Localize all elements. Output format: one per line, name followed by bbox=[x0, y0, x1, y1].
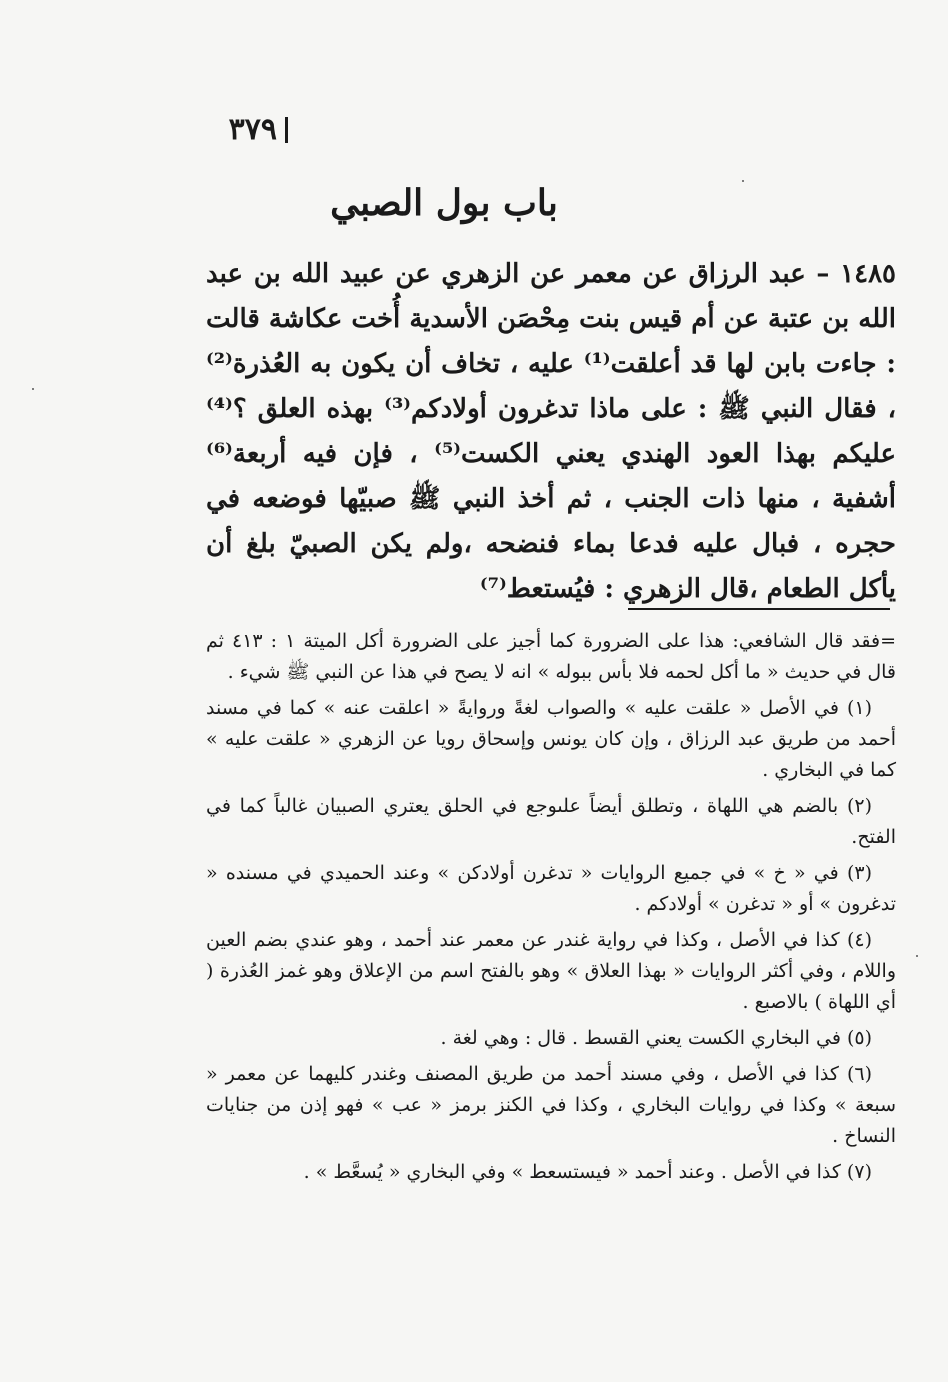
footnote-2: (٢) بالضم هي اللهاة ، وتطلق أيضاً علىوجع في الحلق يعتري الصبيان غالباً كما في الفتح. bbox=[206, 795, 896, 848]
footnote-4: (٤) كذا في الأصل ، وكذا في رواية غندر عن معمر عند أحمد ، وهو عندي بضم العين واللام ، وفي أكثر الروايات « بهذا العلاق » وهو بالفتح اسم من الإعلاق وهو غمز العُذرة ( أي اللهاة ) بالاصبع . bbox=[206, 929, 896, 1013]
footnote-separator bbox=[628, 608, 890, 610]
footnote-3: (٣) في « خ » في جميع الروايات « تدغرن أولادكن » وعند الحميدي في مسنده « تدغرون » أو « تدغرن » أولادكم . bbox=[206, 862, 896, 915]
footnote-1: (١) في الأصل « علقت عليه » والصواب لغةً وروايةً « اعلقت عنه » كما في مسند أحمد من طريق عبد الرزاق ، وإن كان يونس وإسحاق رويا عن الزهري « علقت عليه » كما في البخاري . bbox=[206, 697, 896, 781]
scan-speck bbox=[916, 955, 918, 957]
page-number-bar bbox=[285, 117, 288, 143]
scan-speck bbox=[32, 388, 34, 390]
footnote-7: (٧) كذا في الأصل . وعند أحمد « فيستسعط » وفي البخاري « يُسعَّط » . bbox=[303, 1161, 872, 1183]
footnote-continuation: =فقد قال الشافعي: هذا على الضرورة كما أجيز على الضرورة أكل الميتة ١ : ٤١٣ ثم قال في حديث « ما أكل لحمه فلا بأس ببوله » انه لا يصح في هذا عن النبي ﷺ شيء . bbox=[206, 630, 896, 683]
footnote-5: (٥) في البخاري الكست يعني القسط . قال : وهي لغة . bbox=[440, 1027, 872, 1049]
hadith-text bbox=[206, 252, 896, 612]
scan-speck bbox=[742, 180, 744, 182]
footnote-6: (٦) كذا في الأصل ، وفي مسند أحمد من طريق المصنف وغندر كليهما عن معمر « سبعة » وكذا في روايات البخاري ، وكذا في الكنز برمز « عب » فهو إذن من جنايات النساخ . bbox=[206, 1063, 896, 1147]
chapter-heading: باب بول الصبي bbox=[330, 182, 558, 224]
page-number-text: ٣٧٩ bbox=[228, 112, 277, 147]
page-number bbox=[229, 112, 288, 147]
footnotes bbox=[206, 626, 896, 1193]
hadith-paragraph: ١٤٨٥ – عبد الرزاق عن معمر عن الزهري عن عبيد الله بن عبد الله بن عتبة عن أم قيس بنت مِحْصَن الأسدية أُخت عكاشة قالت : جاءت بابن لها قد أعلقت⁽¹⁾ عليه ، تخاف أن يكون به العُذرة⁽²⁾ ، فقال النبي ﷺ : على ماذا تدغرون أولادكم⁽³⁾ بهذه العلق ؟⁽⁴⁾ عليكم بهذا العود الهندي يعني الكست⁽⁵⁾ ، فإن فيه أربعة⁽⁶⁾ أشفية ، منها ذات الجنب ، ثم أخذ النبي ﷺ صبيّها فوضعه في حجره ، فبال عليه فدعا بماء فنضحه ،ولم يكن الصبيّ بلغ أن يأكل الطعام ،قال الزهري : فيُستعط⁽⁷⁾ bbox=[206, 259, 897, 604]
